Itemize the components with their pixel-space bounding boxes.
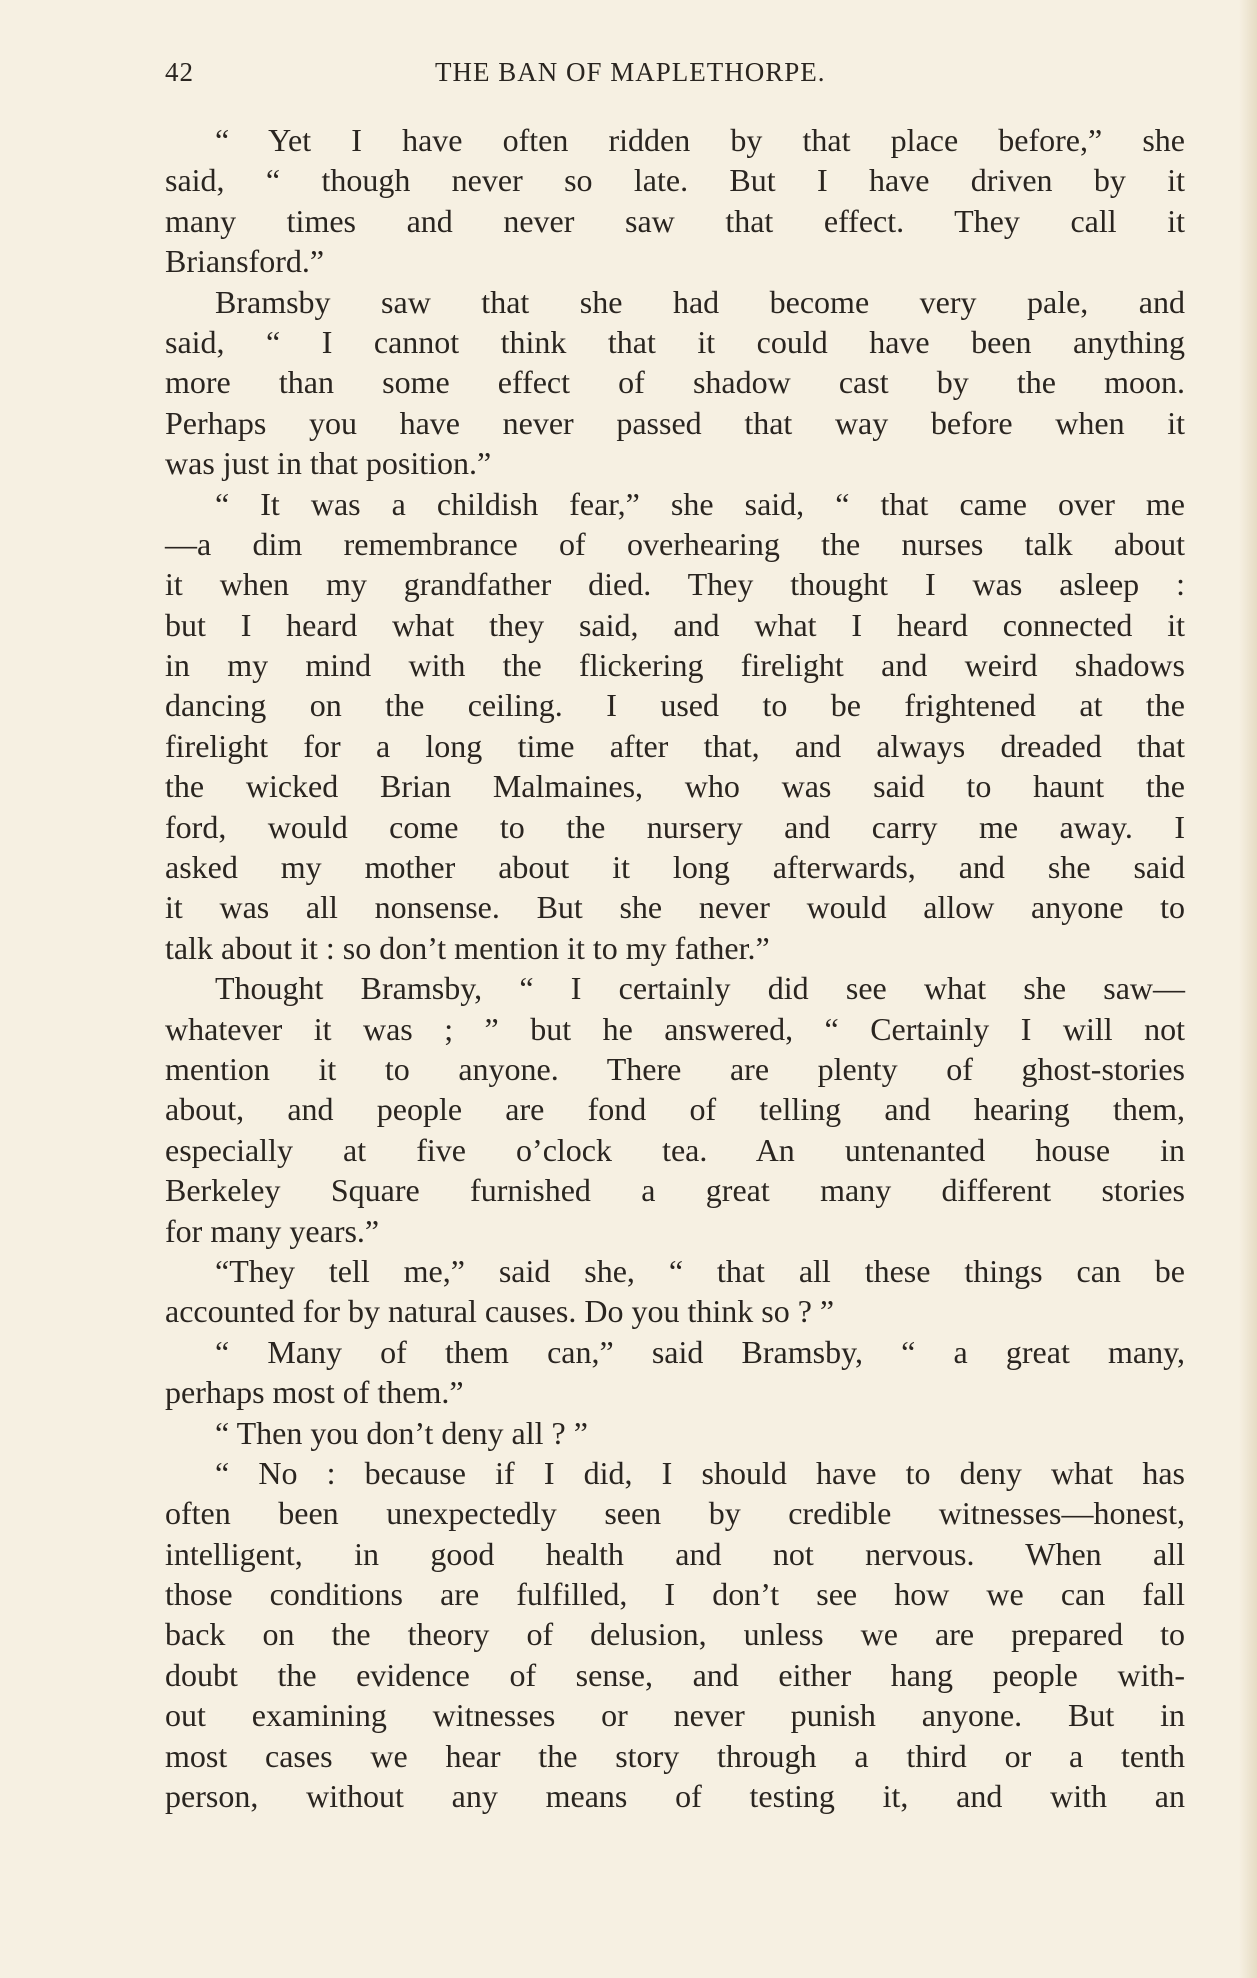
- text-line: Briansford.”: [165, 243, 325, 280]
- running-header: [165, 52, 1185, 92]
- page-edge-shadow: [1239, 0, 1257, 1978]
- text-line: it when my grandfather died. They thought I was asleep :: [165, 566, 1185, 603]
- text-line: “ Many of them can,” said Bramsby, “ a great many,: [215, 1333, 1185, 1370]
- text-line: it was all nonsense. But she never would allow anyone to: [165, 889, 1185, 926]
- text-line: said, “ I cannot think that it could have been anything: [165, 323, 1185, 360]
- text-line: out examining witnesses or never punish anyone. But in: [165, 1697, 1185, 1734]
- text-line: “They tell me,” said she, “ that all these things can be: [215, 1252, 1185, 1289]
- text-line: those conditions are fulfilled, I don’t see how we can fall: [165, 1576, 1185, 1613]
- text-line: Bramsby saw that she had become very pale, and: [215, 283, 1185, 320]
- body-text: [165, 120, 1185, 1816]
- text-line: in my mind with the flickering firelight and weird shadows: [165, 647, 1185, 684]
- text-line: especially at five o’clock tea. An untenanted house in: [165, 1131, 1185, 1168]
- text-line: Thought Bramsby, “ I certainly did see what she saw—: [215, 970, 1185, 1007]
- text-line: Perhaps you have never passed that way before when it: [165, 404, 1185, 441]
- text-line: “ Yet I have often ridden by that place before,” she: [215, 122, 1185, 158]
- text-line: Berkeley Square furnished a great many different stories: [165, 1172, 1185, 1209]
- page-number: 42: [165, 57, 194, 87]
- text-line: person, without any means of testing it, and with an: [165, 1778, 1185, 1815]
- text-line: “ No : because if I did, I should have to deny what has: [215, 1454, 1185, 1491]
- text-line: the wicked Brian Malmaines, who was said to haunt the: [165, 768, 1185, 805]
- text-line: but I heard what they said, and what I heard connected it: [165, 606, 1185, 643]
- text-line: perhaps most of them.”: [165, 1374, 464, 1411]
- text-line: mention it to anyone. There are plenty of ghost-stories: [165, 1050, 1185, 1087]
- text-line: back on the theory of delusion, unless we are prepared to: [165, 1616, 1185, 1653]
- text-line: doubt the evidence of sense, and either hang people with-: [165, 1656, 1185, 1693]
- text-line: most cases we hear the story through a third or a tenth: [165, 1737, 1185, 1774]
- text-line: “ It was a childish fear,” she said, “ that came over me: [215, 485, 1185, 522]
- text-line: ford, would come to the nursery and carry me away. I: [165, 808, 1185, 845]
- text-line: often been unexpectedly seen by credible witnesses—honest,: [165, 1495, 1185, 1532]
- text-line: whatever it was ; ” but he answered, “ Certainly I will not: [165, 1010, 1185, 1047]
- text-line: accounted for by natural causes. Do you think so ? ”: [165, 1293, 835, 1330]
- text-line: firelight for a long time after that, and always dreaded that: [165, 727, 1185, 764]
- text-line: was just in that position.”: [165, 445, 492, 482]
- text-line: about, and people are fond of telling and hearing them,: [165, 1091, 1185, 1128]
- text-line: intelligent, in good health and not nervous. When all: [165, 1535, 1185, 1572]
- text-line: more than some effect of shadow cast by the moon.: [165, 364, 1185, 401]
- text-line: said, “ though never so late. But I have driven by it: [165, 162, 1185, 199]
- text-line: “ Then you don’t deny all ? ”: [215, 1414, 588, 1451]
- text-line: for many years.”: [165, 1212, 380, 1249]
- text-line: asked my mother about it long afterwards, and she said: [165, 849, 1185, 886]
- running-title: THE BAN OF MAPLETHORPE.: [435, 57, 826, 87]
- text-line: many times and never saw that effect. They call it: [165, 202, 1185, 239]
- text-line: dancing on the ceiling. I used to be frightened at the: [165, 687, 1185, 724]
- text-line: talk about it : so don’t mention it to my father.”: [165, 929, 770, 966]
- text-line: —a dim remembrance of overhearing the nurses talk about: [165, 525, 1185, 562]
